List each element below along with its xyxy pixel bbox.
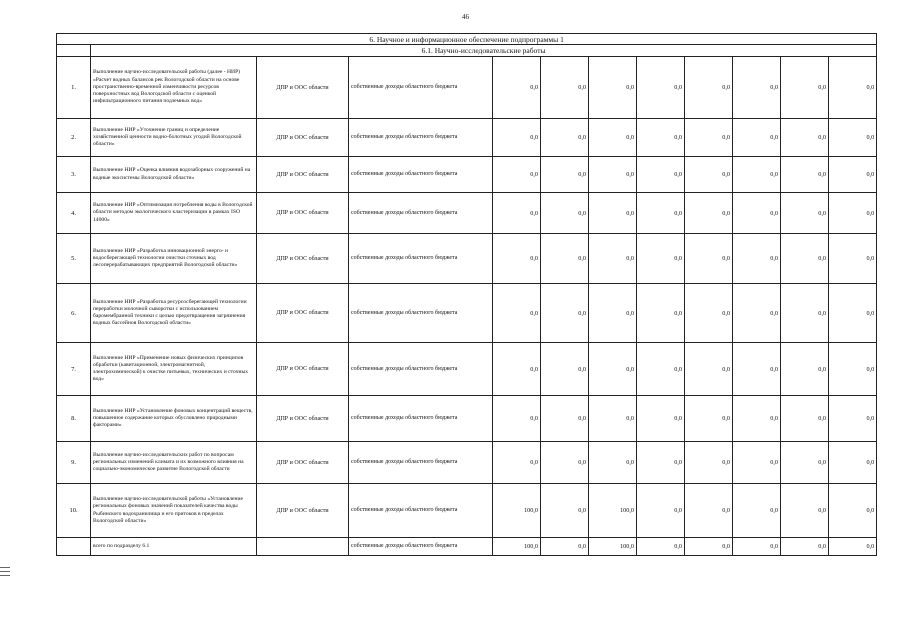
amount-cell: 0,0 [829, 157, 877, 193]
table-row [57, 484, 877, 538]
activity-name: Выполнение НИР «Разработка инновационной энерго- и водосберегающей технологии очистки сточных вод лесоперерабатывающих предприятий Вологодской области» [91, 234, 257, 284]
amount-cell: 0,0 [733, 119, 781, 157]
amount-cell: 0,0 [541, 234, 589, 284]
amount-cell: 0,0 [685, 193, 733, 234]
amount-cell: 0,0 [781, 57, 829, 119]
table-row [57, 234, 877, 284]
amount-cell: 0,0 [541, 343, 589, 396]
total-amount-cell: 0,0 [733, 538, 781, 556]
amount-cell: 0,0 [781, 442, 829, 484]
funding-source: собственные доходы областного бюджета [349, 193, 493, 234]
amount-cell: 0,0 [829, 119, 877, 157]
margin-mark [0, 567, 10, 568]
amount-cell: 0,0 [781, 343, 829, 396]
activity-name: Выполнение НИР «Оценка влияния водозаборных сооружений на водные экосистемы Вологодской области» [91, 157, 257, 193]
amount-cell: 0,0 [493, 343, 541, 396]
total-number-cell [57, 538, 91, 556]
amount-cell: 0,0 [685, 484, 733, 538]
row-number: 1. [57, 57, 91, 119]
executor: ДПР и ООС области [257, 57, 349, 119]
total-amount-cell: 0,0 [829, 538, 877, 556]
table-row [57, 157, 877, 193]
row-number: 6. [57, 284, 91, 343]
amount-cell: 0,0 [589, 442, 637, 484]
amount-cell: 0,0 [637, 57, 685, 119]
amount-cell: 0,0 [685, 57, 733, 119]
amount-cell: 0,0 [685, 234, 733, 284]
funding-source: собственные доходы областного бюджета [349, 442, 493, 484]
funding-source: собственные доходы областного бюджета [349, 234, 493, 284]
total-funding-source: собственные доходы областного бюджета [349, 538, 493, 556]
activity-name: Выполнение НИР «Применение новых физических принципов обработки (кавитационной, электромагнитной, электрохимической) к очистке питьевых, технических и сточных вод» [91, 343, 257, 396]
executor: ДПР и ООС области [257, 442, 349, 484]
section-header-row [57, 34, 877, 45]
amount-cell: 0,0 [733, 57, 781, 119]
total-amount-cell: 0,0 [781, 538, 829, 556]
activity-name: Выполнение НИР «Разработка ресурсосберегающей технологии переработки молочной сыворотки с использованием баромембранной техники с целью предотвращения загрязнения водных бассейнов Вологодской области» [91, 284, 257, 343]
subsection-header-row [57, 45, 877, 57]
amount-cell: 0,0 [589, 157, 637, 193]
row-number: 8. [57, 396, 91, 442]
amount-cell: 0,0 [685, 442, 733, 484]
executor: ДПР и ООС области [257, 234, 349, 284]
amount-cell: 0,0 [637, 234, 685, 284]
amount-cell: 0,0 [637, 284, 685, 343]
total-row [57, 538, 877, 556]
amount-cell: 0,0 [733, 157, 781, 193]
amount-cell: 0,0 [685, 284, 733, 343]
amount-cell: 0,0 [733, 193, 781, 234]
amount-cell: 0,0 [829, 234, 877, 284]
amount-cell: 0,0 [637, 484, 685, 538]
subsection-title: 6.1. Научно-исследовательские работы [91, 45, 877, 57]
row-number: 2. [57, 119, 91, 157]
activity-name: Выполнение НИР «Уточнение границ и определение хозяйственной ценности водно-болотных угодий Вологодской области» [91, 119, 257, 157]
amount-cell: 0,0 [637, 119, 685, 157]
amount-cell: 0,0 [493, 234, 541, 284]
table-row [57, 193, 877, 234]
amount-cell: 0,0 [781, 157, 829, 193]
amount-cell: 0,0 [493, 442, 541, 484]
amount-cell: 0,0 [829, 284, 877, 343]
amount-cell: 0,0 [541, 484, 589, 538]
amount-cell: 0,0 [829, 193, 877, 234]
amount-cell: 0,0 [493, 57, 541, 119]
executor: ДПР и ООС области [257, 157, 349, 193]
funding-source: собственные доходы областного бюджета [349, 284, 493, 343]
table-row [57, 396, 877, 442]
funding-source: собственные доходы областного бюджета [349, 57, 493, 119]
row-number: 9. [57, 442, 91, 484]
total-amount-cell: 0,0 [685, 538, 733, 556]
row-number: 5. [57, 234, 91, 284]
activity-name: Выполнение научно-исследовательской работы (далее - НИР) «Расчет водных балансов рек Вологодской области на основе пространственно-временной изменчивости ресурсов поверхностных вод Вологодской области с оценкой инфильтрационного питания подземных вод» [91, 57, 257, 119]
table-row [57, 343, 877, 396]
amount-cell: 0,0 [541, 57, 589, 119]
amount-cell: 0,0 [829, 343, 877, 396]
amount-cell: 0,0 [829, 484, 877, 538]
total-amount-cell: 100,0 [493, 538, 541, 556]
page-number: 46 [462, 13, 469, 21]
amount-cell: 0,0 [541, 157, 589, 193]
activity-name: Выполнение научно-исследовательских работ по вопросам региональных изменений климата и их возможного влияния на социально-экономическое развитие Вологодской области [91, 442, 257, 484]
table-row [57, 119, 877, 157]
funding-source: собственные доходы областного бюджета [349, 157, 493, 193]
amount-cell: 0,0 [541, 396, 589, 442]
funding-source: собственные доходы областного бюджета [349, 343, 493, 396]
row-number: 4. [57, 193, 91, 234]
amount-cell: 0,0 [589, 396, 637, 442]
row-number: 10. [57, 484, 91, 538]
activity-name: Выполнение научно-исследовательской работы «Установление региональных фоновых значений показателей качества воды Рыбинского водохранилища и его притоков в пределах Вологодской области» [91, 484, 257, 538]
executor: ДПР и ООС области [257, 119, 349, 157]
amount-cell: 0,0 [589, 57, 637, 119]
amount-cell: 0,0 [493, 396, 541, 442]
total-amount-cell: 0,0 [637, 538, 685, 556]
executor: ДПР и ООС области [257, 284, 349, 343]
total-amount-cell: 100,0 [589, 538, 637, 556]
amount-cell: 0,0 [637, 343, 685, 396]
table-row [57, 57, 877, 119]
executor: ДПР и ООС области [257, 484, 349, 538]
funding-source: собственные доходы областного бюджета [349, 484, 493, 538]
amount-cell: 0,0 [637, 193, 685, 234]
amount-cell: 0,0 [733, 234, 781, 284]
amount-cell: 100,0 [493, 484, 541, 538]
amount-cell: 0,0 [733, 343, 781, 396]
total-amount-cell: 0,0 [541, 538, 589, 556]
amount-cell: 0,0 [493, 193, 541, 234]
table-row [57, 442, 877, 484]
margin-mark [0, 571, 10, 572]
funding-source: собственные доходы областного бюджета [349, 396, 493, 442]
amount-cell: 0,0 [733, 442, 781, 484]
amount-cell: 0,0 [493, 284, 541, 343]
amount-cell: 0,0 [685, 343, 733, 396]
funding-source: собственные доходы областного бюджета [349, 119, 493, 157]
row-number: 3. [57, 157, 91, 193]
executor: ДПР и ООС области [257, 396, 349, 442]
amount-cell: 0,0 [733, 284, 781, 343]
amount-cell: 0,0 [733, 484, 781, 538]
amount-cell: 0,0 [637, 157, 685, 193]
amount-cell: 0,0 [685, 157, 733, 193]
total-label: всего по подразделу 6.1 [91, 538, 257, 556]
activity-name: Выполнение НИР «Установление фоновых концентраций веществ, повышенное содержание которых обусловлено природными факторами» [91, 396, 257, 442]
amount-cell: 0,0 [589, 234, 637, 284]
row-number: 7. [57, 343, 91, 396]
section-title: 6. Научное и информационное обеспечение подпрограммы 1 [57, 34, 877, 45]
amount-cell: 0,0 [781, 484, 829, 538]
amount-cell: 0,0 [493, 119, 541, 157]
amount-cell: 0,0 [829, 396, 877, 442]
amount-cell: 0,0 [829, 442, 877, 484]
amount-cell: 0,0 [589, 284, 637, 343]
amount-cell: 0,0 [541, 119, 589, 157]
amount-cell: 0,0 [781, 193, 829, 234]
executor: ДПР и ООС области [257, 343, 349, 396]
amount-cell: 0,0 [781, 284, 829, 343]
amount-cell: 0,0 [733, 396, 781, 442]
amount-cell: 0,0 [541, 442, 589, 484]
total-executor-cell [257, 538, 349, 556]
amount-cell: 0,0 [685, 119, 733, 157]
amount-cell: 0,0 [637, 396, 685, 442]
amount-cell: 0,0 [589, 119, 637, 157]
executor: ДПР и ООС области [257, 193, 349, 234]
amount-cell: 100,0 [589, 484, 637, 538]
program-table [56, 33, 877, 556]
amount-cell: 0,0 [589, 343, 637, 396]
amount-cell: 0,0 [589, 193, 637, 234]
amount-cell: 0,0 [541, 284, 589, 343]
amount-cell: 0,0 [685, 396, 733, 442]
amount-cell: 0,0 [493, 157, 541, 193]
amount-cell: 0,0 [781, 396, 829, 442]
amount-cell: 0,0 [781, 234, 829, 284]
amount-cell: 0,0 [829, 57, 877, 119]
table-row [57, 284, 877, 343]
activity-name: Выполнение НИР «Оптимизация потребления воды в Вологодской области методом экологического кластеризации в рамках ISO 14000» [91, 193, 257, 234]
amount-cell: 0,0 [541, 193, 589, 234]
amount-cell: 0,0 [637, 442, 685, 484]
amount-cell: 0,0 [781, 119, 829, 157]
margin-mark [0, 575, 10, 576]
